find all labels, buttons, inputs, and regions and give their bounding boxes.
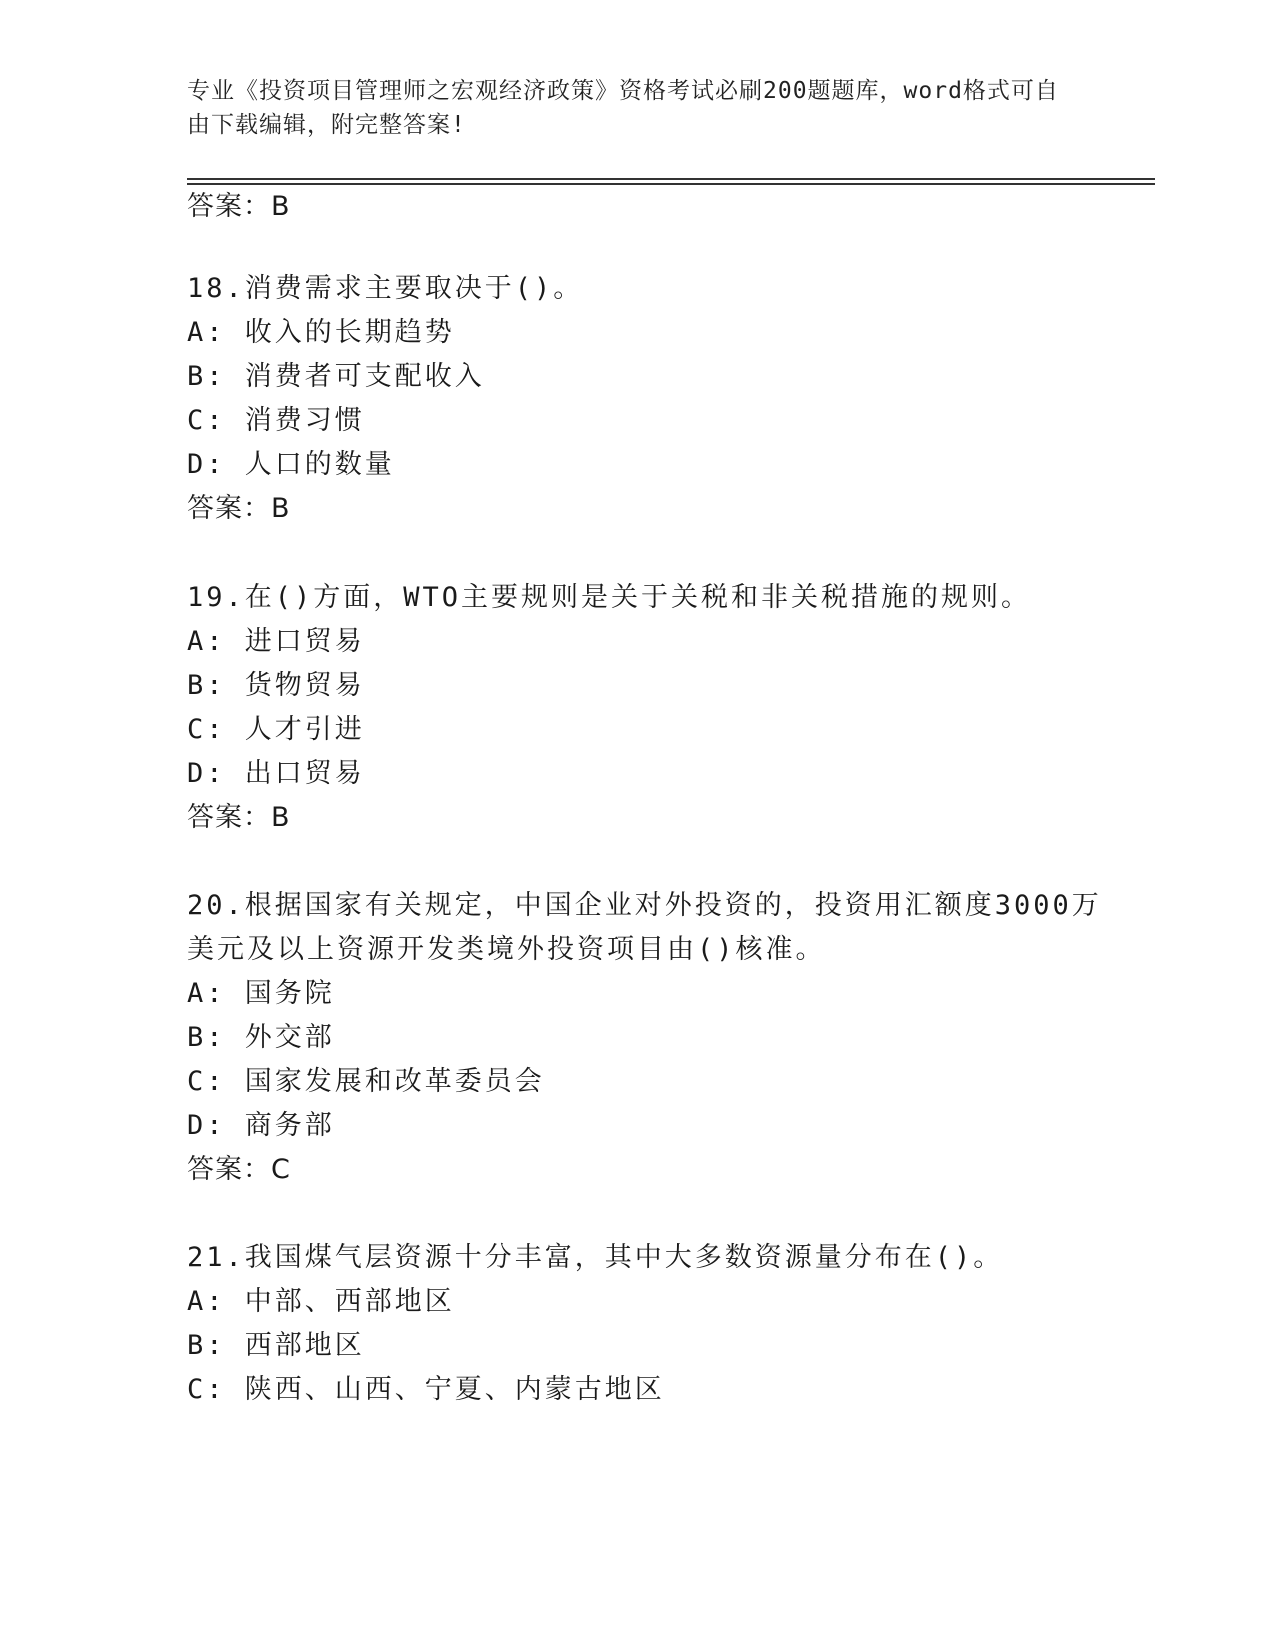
question-21-option-b: B: 西部地区: [187, 1330, 365, 1361]
question-20-option-c: C: 国家发展和改革委员会: [187, 1066, 545, 1097]
question-21-option-c: C: 陕西、山西、宁夏、内蒙古地区: [187, 1374, 665, 1405]
question-19-option-c: C: 人才引进: [187, 714, 365, 745]
question-20-option-d: D: 商务部: [187, 1110, 335, 1141]
question-19-stem: 19.在()方面，WTO主要规则是关于关税和非关税措施的规则。: [187, 582, 1032, 613]
question-18-option-c: C: 消费习惯: [187, 405, 365, 436]
question-18-answer: 答案：B: [187, 493, 291, 524]
header-divider-top: [187, 178, 1155, 180]
question-20-answer: 答案：C: [187, 1154, 291, 1185]
question-21-option-a: A: 中部、西部地区: [187, 1286, 455, 1317]
document-header: 专业《投资项目管理师之宏观经济政策》资格考试必刷200题题库，word格式可自由下载编辑，附完整答案!: [187, 78, 1059, 138]
question-18-option-d: D: 人口的数量: [187, 449, 395, 480]
question-19-option-d: D: 出口贸易: [187, 758, 365, 789]
question-20-option-a: A: 国务院: [187, 978, 335, 1009]
header-divider-bottom: [187, 183, 1155, 185]
question-18-option-b: B: 消费者可支配收入: [187, 361, 485, 392]
question-18-option-a: A: 收入的长期趋势: [187, 317, 455, 348]
question-19-option-b: B: 货物贸易: [187, 670, 365, 701]
question-18-stem: 18.消费需求主要取决于()。: [187, 273, 584, 304]
question-21-stem: 21.我国煤气层资源十分丰富，其中大多数资源量分布在()。: [187, 1242, 1004, 1273]
question-20-option-b: B: 外交部: [187, 1022, 335, 1053]
question-19-option-a: A: 进口贸易: [187, 626, 365, 657]
question-20-stem-line-1: 20.根据国家有关规定，中国企业对外投资的，投资用汇额度3000万: [187, 890, 1102, 921]
answer-previous: 答案：B: [187, 191, 291, 222]
question-20-stem-line-2: 美元及以上资源开发类境外投资项目由()核准。: [187, 934, 826, 965]
question-19-answer: 答案：B: [187, 802, 291, 833]
